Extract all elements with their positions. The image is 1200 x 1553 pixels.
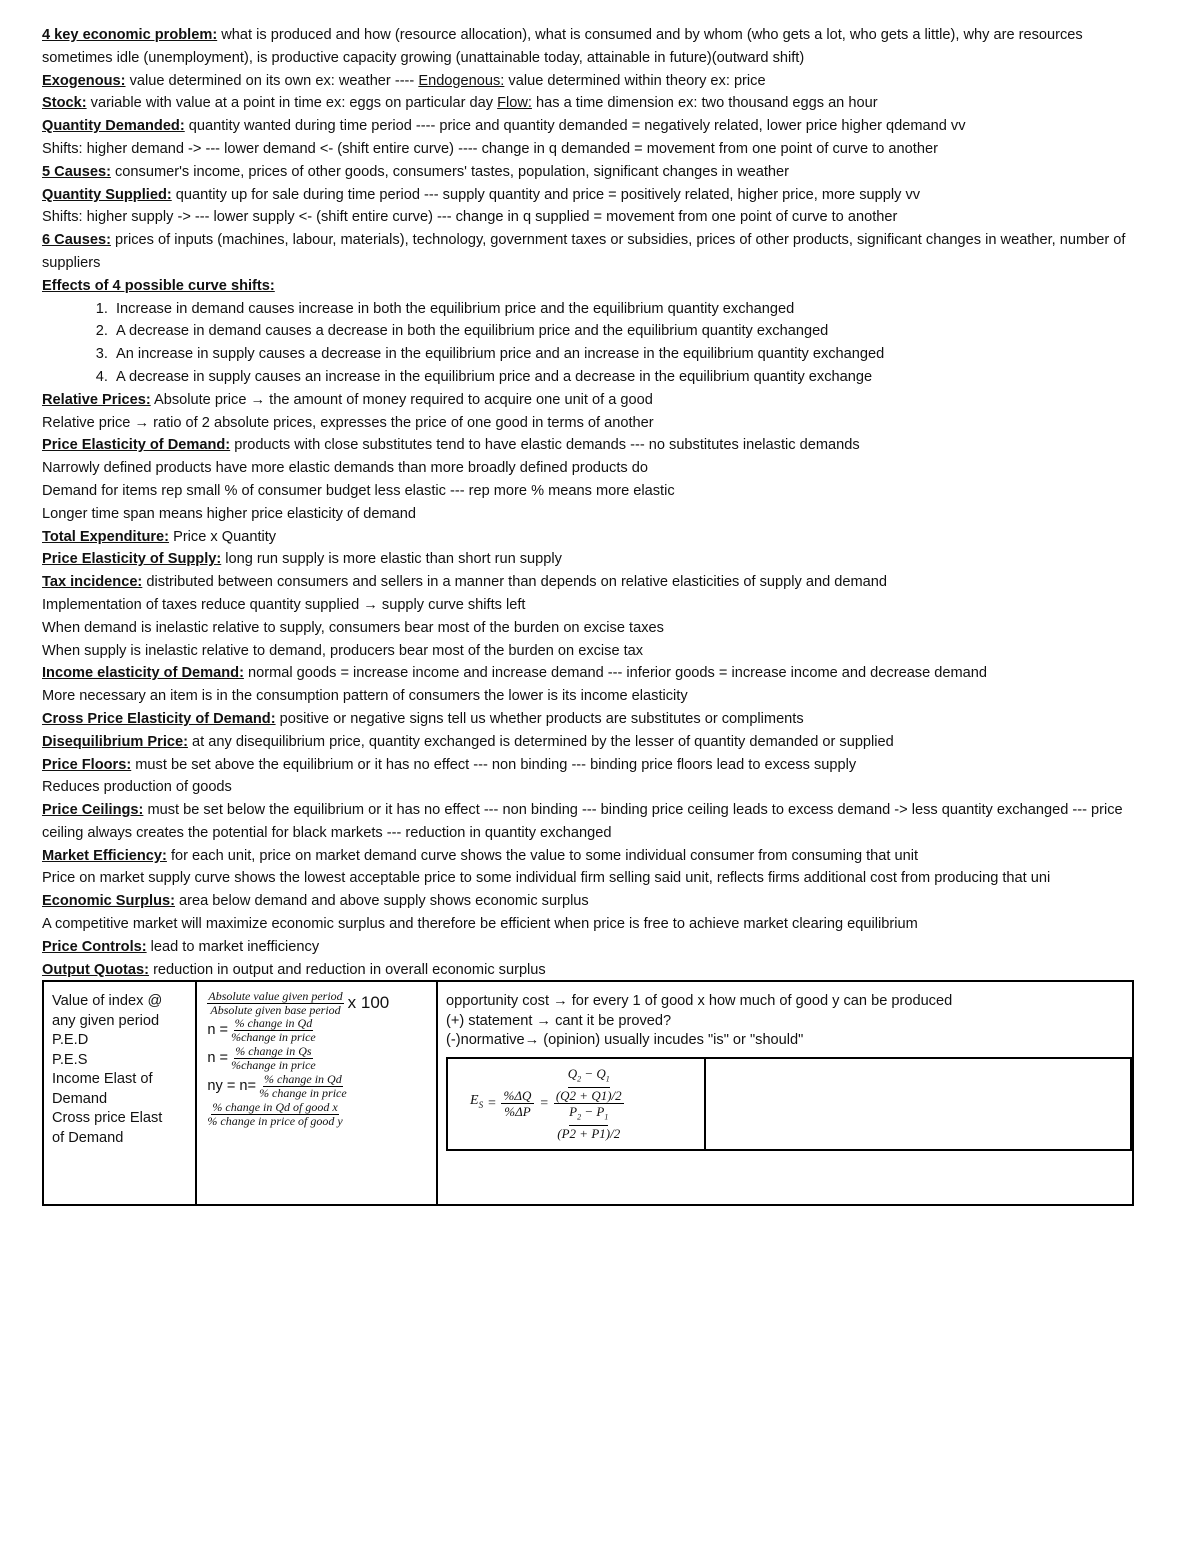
formula-p-part (557, 1104, 620, 1141)
note-exogenous (42, 70, 1154, 93)
note-surplus (42, 890, 1154, 913)
pes-denominator: %change in price (231, 1057, 316, 1072)
q-den-end: 1)/2 (600, 1088, 622, 1103)
q-minus: − Q (581, 1066, 606, 1082)
q-sub-2: 2 (577, 1075, 582, 1084)
ped-numerator: % change in Qd (234, 1015, 313, 1030)
term-flow: Flow: (497, 95, 532, 112)
index-denominator: Absolute given base period (210, 1002, 341, 1017)
label-line: P.E.D (52, 1032, 89, 1048)
def-ceilings: must be set below the equilibrium or it has no effect --- non binding --- binding price ceiling leads to excess demand -> less quantity exchanged --- price ceiling always creates the potential for black markets --- reduction in quantity exchanged (42, 802, 1123, 841)
opportunity-cost-line: opportunity cost → for every 1 of good x how much of good y can be produced (446, 993, 953, 1009)
formula-percent-ratio (501, 1088, 535, 1119)
income-numerator: % change in Qd (264, 1071, 342, 1086)
formula-table (42, 980, 1134, 1206)
note-key-problem (42, 24, 1154, 70)
note-cross (42, 708, 1154, 731)
term-endogenous: Endogenous: (418, 72, 505, 89)
def-relative-prices: Absolute price → the amount of money required to acquire one unit of a good (150, 391, 653, 408)
def-d-causes: consumer's income, prices of other goods, consumers' tastes, population, significant changes in weather (110, 163, 790, 180)
note-tax-4: When supply is inelastic relative to demand, producers bear most of the burden on excise tax (42, 642, 644, 659)
note-income-2: More necessary an item is in the consumption pattern of consumers the lower is its income elasticity (42, 688, 688, 705)
def-flow: has a time dimension ex: two thousand eggs an hour (531, 95, 878, 112)
pes-numerator: % change in Qs (235, 1043, 312, 1058)
formula-lhs (470, 1091, 483, 1115)
times-100: x 100 (347, 993, 390, 1012)
note-ped-4: Longer time span means higher price elasticity of demand (42, 505, 416, 522)
formula-p-num (569, 1104, 608, 1126)
formula-eq-1: = (487, 1095, 497, 1111)
note-ceilings (42, 799, 1154, 845)
notes-cell (437, 981, 1133, 1205)
note-d-causes (42, 161, 1154, 184)
note-stock (42, 92, 1154, 115)
note-total-exp (42, 526, 1154, 549)
label-line: P.E.S (52, 1051, 88, 1068)
note-qd (42, 115, 1154, 138)
normative-statement-line: (-)normative→ (opinion) usually incudes "is" or "should" (446, 1032, 804, 1048)
note-floors-2: Reduces production of goods (42, 779, 232, 796)
def-floors: must be set above the equilibrium or it has no effect --- non binding --- binding price floors lead to excess supply (131, 756, 857, 773)
note-pes (42, 548, 1154, 571)
term-ceilings: Price Ceilings: (42, 802, 144, 819)
q-sym: Q (567, 1066, 578, 1082)
def-exogenous: value determined on its own ex: weather ---- (125, 72, 419, 89)
note-effects-heading (42, 275, 1154, 298)
label-line: of Demand (52, 1129, 124, 1146)
q-den-mid: 2 + Q (569, 1088, 601, 1103)
formula-pct-p: %ΔP (504, 1104, 531, 1119)
term-qd: Quantity Demanded: (42, 118, 185, 135)
effects-item: 1. Increase in demand causes increase in both the equilibrium price and the equilibrium quantity exchanged (112, 298, 1154, 321)
term-d-causes: 5 Causes: (42, 163, 111, 180)
def-controls: lead to market inefficiency (146, 938, 320, 955)
def-qs: quantity up for sale during time period --- supply quantity and price = positively related, higher price, more supply vv (171, 186, 921, 203)
def-tax: distributed between consumers and sellers in a manner than depends on relative elasticities of supply and demand (142, 574, 888, 591)
term-s-causes: 6 Causes: (42, 232, 111, 249)
note-efficiency-2: Price on market supply curve shows the lowest acceptable price to some individual firm selling said unit, reflects firms additional cost from producing that uni (42, 870, 1051, 887)
effects-list (42, 298, 1154, 389)
note-efficiency (42, 845, 1154, 868)
inner-formula-table (446, 1057, 1132, 1151)
inner-empty-cell (706, 1059, 1130, 1149)
term-income: Income elasticity of Demand: (42, 665, 244, 682)
note-income (42, 662, 1154, 685)
pes-n-label: n = (207, 1050, 229, 1066)
def-quotas: reduction in output and reduction in overall economic surplus (149, 961, 546, 978)
note-s-shifts: Shifts: higher supply -> --- lower supply <- (shift entire curve) --- change in q supplied = movement from one point of curve to another (42, 209, 898, 226)
ped-formula (207, 1015, 436, 1044)
formulas-cell (196, 981, 437, 1205)
index-numerator: Absolute value given period (208, 988, 343, 1003)
term-diseq: Disequilibrium Price: (42, 733, 188, 750)
term-controls: Price Controls: (42, 938, 147, 955)
label-line: any given period (52, 1012, 160, 1029)
effects-item: 4. A decrease in supply causes an increase in the equilibrium price and a decrease in the equilibrium quantity exchange (112, 366, 1154, 389)
note-ped-3: Demand for items rep small % of consumer budget less elastic --- rep more % means more elastic (42, 482, 675, 499)
note-tax (42, 571, 1154, 594)
positive-statement-line: (+) statement → cant it be proved? (446, 1012, 672, 1029)
formula-eq-2: = (539, 1095, 549, 1111)
term-qs: Quantity Supplied: (42, 186, 172, 203)
p-sym: P (569, 1104, 578, 1119)
note-floors (42, 754, 1154, 777)
def-ped: products with close substitutes tend to have elastic demands --- no substitutes inelastic demands (230, 437, 860, 454)
p-sub-2: 2 (577, 1112, 582, 1122)
term-key-problem: 4 key economic problem: (42, 27, 218, 43)
def-key-problem: what is produced and how (resource allocation), what is consumed and by whom (who gets a lot, who gets a little), why are resources sometimes idle (unemployment), is productive capacity growing (unattainable today, attainable in future)(outward shift) (42, 27, 1083, 66)
note-tax-3: When demand is inelastic relative to supply, consumers bear most of the burden on excise taxes (42, 619, 664, 636)
ped-n-label: n = (207, 1022, 229, 1038)
def-pes: long run supply is more elastic than short run supply (221, 551, 562, 568)
term-cross: Cross Price Elasticity of Demand: (42, 710, 276, 727)
note-d-shifts: Shifts: higher demand -> --- lower demand <- (shift entire curve) ---- change in q demanded = movement from one point of curve to another (42, 140, 938, 157)
ped-denominator: %change in price (231, 1029, 316, 1044)
pes-formula (207, 1043, 436, 1072)
supply-elasticity-formula (448, 1059, 706, 1149)
note-tax-2: Implementation of taxes reduce quantity supplied → supply curve shifts left (42, 596, 526, 613)
note-s-causes (42, 229, 1154, 275)
def-endogenous: value determined within theory ex: price (504, 72, 766, 89)
cross-numerator: % change in Qd of good x (212, 1099, 338, 1114)
def-diseq: at any disequilibrium price, quantity exchanged is determined by the lesser of quantity demanded or supplied (187, 733, 894, 750)
label-line: Demand (52, 1090, 108, 1107)
p-den-end: 1)/2 (599, 1125, 621, 1141)
label-line: Cross price Elast (52, 1110, 163, 1126)
effects-item: 3. An increase in supply causes a decrease in the equilibrium price and an increase in the equilibrium quantity exchanged (112, 343, 1154, 366)
p-sub-1: 1 (604, 1112, 609, 1122)
note-quotas (42, 959, 1154, 982)
income-ny-label: ny = n= (207, 1078, 257, 1094)
def-efficiency: for each unit, price on market demand curve shows the value to some individual consumer from consuming that unit (166, 847, 919, 864)
note-controls (42, 936, 1154, 959)
q-den-open: (Q (555, 1088, 570, 1103)
def-s-causes: prices of inputs (machines, labour, materials), technology, government taxes or subsidies, prices of other products, significant changes in weather, number of suppliers (42, 232, 1126, 271)
term-ped: Price Elasticity of Demand: (42, 437, 231, 454)
term-quotas: Output Quotas: (42, 961, 150, 978)
note-qs (42, 184, 1154, 207)
formula-e-sub: S (478, 1100, 484, 1111)
p-den-mid: 2 + P (569, 1125, 600, 1141)
term-floors: Price Floors: (42, 756, 132, 773)
formula-e: E (470, 1093, 479, 1109)
def-income: normal goods = increase income and increase demand --- inferior goods = increase income and decrease demand (243, 665, 988, 682)
effects-item: 2. A decrease in demand causes a decrease in both the equilibrium price and the equilibrium quantity exchanged (112, 320, 1154, 343)
term-tax: Tax incidence: (42, 574, 143, 591)
cross-formula (207, 1099, 436, 1128)
def-qd: quantity wanted during time period ---- price and quantity demanded = negatively related, lower price higher qdemand vv (184, 118, 966, 135)
term-efficiency: Market Efficiency: (42, 847, 167, 864)
term-stock: Stock: (42, 95, 87, 112)
index-formula (207, 990, 436, 1016)
formula-q-part (554, 1066, 624, 1104)
note-relative-prices (42, 389, 1154, 412)
p-den-open: (P (557, 1125, 570, 1141)
note-ped (42, 434, 1154, 457)
term-total-exp: Total Expenditure: (42, 528, 170, 545)
formula-q-den (556, 1088, 622, 1103)
term-exogenous: Exogenous: (42, 72, 126, 89)
notes-body (42, 24, 1154, 981)
formula-pct-q: %ΔQ (501, 1088, 535, 1104)
term-surplus: Economic Surplus: (42, 893, 175, 910)
note-surplus-2: A competitive market will maximize economic surplus and therefore be efficient when price is free to achieve market clearing equilibrium (42, 916, 918, 933)
note-ped-2: Narrowly defined products have more elastic demands than more broadly defined products do (42, 460, 648, 477)
note-diseq (42, 731, 1154, 754)
label-line: Income Elast of (52, 1071, 153, 1087)
def-total-exp: Price x Quantity (169, 528, 277, 545)
labels-cell (43, 981, 196, 1205)
formula-p-den (557, 1126, 620, 1141)
def-cross: positive or negative signs tell us whether products are substitutes or compliments (275, 710, 804, 727)
p-minus: − P (581, 1104, 605, 1119)
term-relative-prices: Relative Prices: (42, 391, 151, 408)
term-effects: Effects of 4 possible curve shifts: (42, 277, 275, 294)
def-surplus: area below demand and above supply shows economic surplus (174, 893, 589, 910)
cross-denominator: % change in price of good y (207, 1113, 343, 1128)
income-denominator: % change in price (259, 1085, 347, 1100)
formula-midpoint-ratio (554, 1066, 624, 1140)
label-line: Value of index @ (52, 993, 163, 1009)
note-relative-prices-2: Relative price → ratio of 2 absolute prices, expresses the price of one good in terms of another (42, 414, 654, 431)
formula-q-num (568, 1066, 610, 1088)
income-formula (207, 1071, 436, 1100)
q-sub-1: 1 (605, 1075, 610, 1084)
def-stock: variable with value at a point in time ex: eggs on particular day (86, 95, 498, 112)
term-pes: Price Elasticity of Supply: (42, 551, 222, 568)
